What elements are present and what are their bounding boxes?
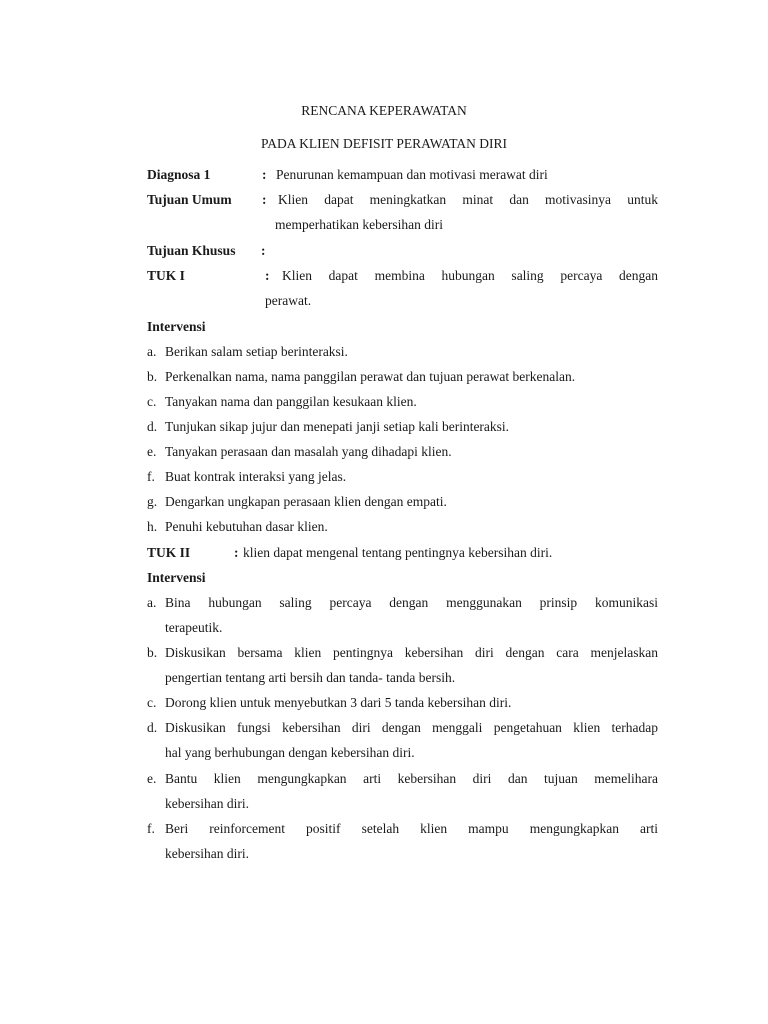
tujuan-khusus-label: Tujuan Khusus (147, 243, 236, 258)
list-item (147, 821, 658, 867)
intervensi2-heading: Intervensi (147, 570, 206, 585)
list-item-text: Tunjukan sikap jujur dan menepati janji setiap kali berinteraksi. (165, 419, 510, 434)
list-item (147, 369, 658, 389)
list-marker: e. (147, 771, 157, 786)
tuk1-line2: perawat. (265, 293, 312, 308)
list-item (147, 444, 658, 464)
list-marker: a. (147, 595, 157, 610)
list-marker: g. (147, 494, 158, 509)
tujuan-umum-colon: : (262, 192, 267, 207)
list-item-text: Bina hubungan saling percaya dengan menggunakan prinsip komunikasi (165, 595, 658, 610)
list-item-text: Dorong klien untuk menyebutkan 3 dari 5 tanda kebersihan diri. (165, 695, 512, 710)
list-item-text: Tanyakan perasaan dan masalah yang dihadapi klien. (165, 444, 452, 459)
document-subtitle: PADA KLIEN DEFISIT PERAWATAN DIRI (260, 136, 508, 151)
list-item (147, 720, 658, 766)
tuk1-line1: Klien dapat membina hubungan saling percaya dengan (282, 268, 658, 283)
list-item (147, 519, 658, 539)
list-marker: e. (147, 444, 157, 459)
list-item-text: Buat kontrak interaksi yang jelas. (165, 469, 347, 484)
list-marker: h. (147, 519, 158, 534)
list-marker: c. (147, 695, 157, 710)
list-item-text-cont: kebersihan diri. (165, 846, 249, 861)
list-item-text: Dengarkan ungkapan perasaan klien dengan empati. (165, 494, 447, 509)
tuk2-row (147, 545, 658, 565)
list-marker: f. (147, 469, 155, 484)
list-item-text: Tanyakan nama dan panggilan kesukaan klien. (165, 394, 417, 409)
tuk1-label: TUK I (147, 268, 185, 283)
diagnosa-value: Penurunan kemampuan dan motivasi merawat diri (276, 167, 548, 182)
tuk2-colon: : (234, 545, 239, 560)
tuk1-row (147, 268, 658, 314)
tujuan-khusus-colon: : (261, 243, 266, 258)
list-item-text: Diskusikan fungsi kebersihan diri dengan menggali pengetahuan klien terhadap (165, 720, 658, 735)
list-item-text: Beri reinforcement positif setelah klien mampu mengungkapkan arti (165, 821, 658, 836)
diagnosa-colon: : (262, 167, 267, 182)
list-item (147, 469, 658, 489)
tuk2-label: TUK II (147, 545, 191, 560)
tujuan-umum-row (147, 192, 658, 238)
list-marker: c. (147, 394, 157, 409)
tuk2-value: klien dapat mengenal tentang pentingnya kebersihan diri. (243, 545, 553, 560)
tujuan-umum-line1: Klien dapat meningkatkan minat dan motivasinya untuk (278, 192, 658, 207)
tujuan-khusus-row (147, 243, 658, 263)
list-marker: d. (147, 720, 158, 735)
list-item-text: Bantu klien mengungkapkan arti kebersihan diri dan tujuan memelihara (165, 771, 658, 786)
tujuan-umum-line2: memperhatikan kebersihan diri (275, 217, 443, 232)
intervensi1-heading: Intervensi (147, 319, 206, 334)
list-item (147, 645, 658, 691)
list-item (147, 695, 658, 715)
list-item (147, 419, 658, 439)
list-item-text: Perkenalkan nama, nama panggilan perawat dan tujuan perawat berkenalan. (165, 369, 576, 384)
document-title: RENCANA KEPERAWATAN (301, 103, 467, 118)
list-item (147, 394, 658, 414)
list-item (147, 494, 658, 514)
diagnosa-row (147, 167, 658, 187)
diagnosa-label: Diagnosa 1 (147, 167, 211, 182)
list-item-text: Penuhi kebutuhan dasar klien. (165, 519, 328, 534)
list-item-text-cont: pengertian tentang arti bersih dan tanda- tanda bersih. (165, 670, 456, 685)
list-item (147, 595, 658, 641)
list-marker: f. (147, 821, 155, 836)
list-item-text: Diskusikan bersama klien pentingnya kebersihan diri dengan cara menjelaskan (165, 645, 658, 660)
list-item-text-cont: kebersihan diri. (165, 796, 249, 811)
tuk1-colon: : (265, 268, 270, 283)
list-item (147, 344, 658, 364)
list-marker: b. (147, 645, 158, 660)
list-item (147, 771, 658, 817)
list-item-text-cont: terapeutik. (165, 620, 223, 635)
list-item-text-cont: hal yang berhubungan dengan kebersihan diri. (165, 745, 415, 760)
tujuan-umum-label: Tujuan Umum (147, 192, 232, 207)
list-item-text: Berikan salam setiap berinteraksi. (165, 344, 348, 359)
list-marker: d. (147, 419, 158, 434)
list-marker: a. (147, 344, 157, 359)
list-marker: b. (147, 369, 158, 384)
